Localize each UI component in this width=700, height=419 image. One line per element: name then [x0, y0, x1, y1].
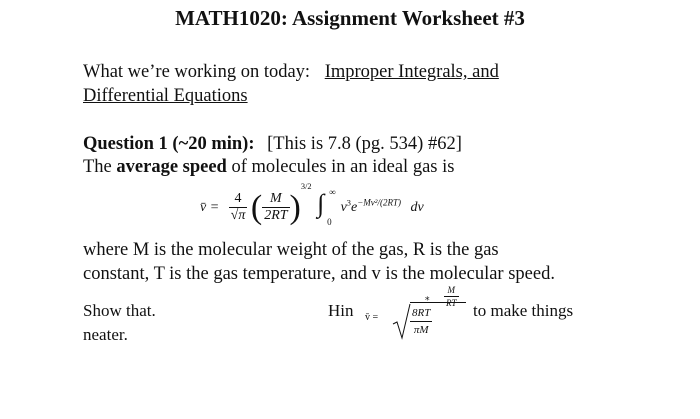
integral-sign: ∫ ∞ 0	[317, 186, 336, 227]
hint-tail: to make things	[473, 301, 574, 320]
neater-text: neater.	[83, 325, 128, 344]
integrand-power: 3	[346, 198, 351, 208]
topic-link-line2: Differential Equations	[83, 86, 248, 106]
hint-lhs: v̄ =	[365, 312, 379, 323]
page-title: MATH1020: Assignment Worksheet #3	[175, 6, 525, 30]
where-line-1: where M is the molecular weight of the gas, R is the gas	[83, 240, 499, 260]
statement-post: of molecules in an ideal gas is	[231, 157, 455, 177]
exp-base: e	[350, 200, 358, 215]
coef-denominator: √π	[230, 208, 246, 224]
eq-lhs: v̄ =	[200, 200, 220, 215]
mini-dot: ⁎	[425, 292, 430, 302]
lower-limit: 0	[327, 216, 332, 227]
root-denominator: πM	[410, 321, 432, 338]
hint-label: Hin	[328, 301, 354, 320]
coef-numerator: 4	[234, 191, 242, 207]
eq-coefficient	[229, 191, 248, 224]
where-line-2: constant, T is the gas temperature, and v is the molecular speed.	[83, 264, 555, 284]
hint-root-fraction	[410, 305, 432, 338]
statement-bold: average speed	[116, 157, 227, 177]
eq-inner-fraction	[262, 191, 289, 224]
intro-line	[83, 62, 499, 83]
mini-denominator: RT	[446, 298, 457, 308]
statement-pre: The	[83, 157, 112, 177]
left-paren: (	[250, 188, 263, 226]
question-label: Question 1 (~20 min):	[83, 134, 255, 154]
differential: dv	[410, 200, 424, 215]
intro-lead: What we’re working on today:	[83, 62, 311, 82]
question-statement	[83, 157, 454, 178]
question-heading	[83, 134, 462, 155]
inner-numerator: M	[270, 191, 282, 207]
mini-numerator: M	[447, 285, 455, 295]
root-numerator: 8RT	[412, 307, 431, 319]
upper-limit: ∞	[329, 186, 336, 197]
inner-denominator: 2RT	[264, 208, 288, 224]
average-speed-equation	[200, 182, 424, 225]
exp-power: −Mv²/(2RT)	[357, 197, 401, 208]
question-ref: [This is 7.8 (pg. 534) #62]	[267, 134, 462, 154]
topic-link-line1: Improper Integrals, and	[324, 62, 499, 82]
right-paren: )	[289, 188, 301, 226]
show-that: Show that.	[83, 301, 156, 320]
radical-sign	[392, 302, 412, 342]
integrand: v	[340, 200, 347, 215]
hint-mini-fraction	[444, 284, 459, 309]
eq-exponent: 3/2	[300, 182, 312, 191]
